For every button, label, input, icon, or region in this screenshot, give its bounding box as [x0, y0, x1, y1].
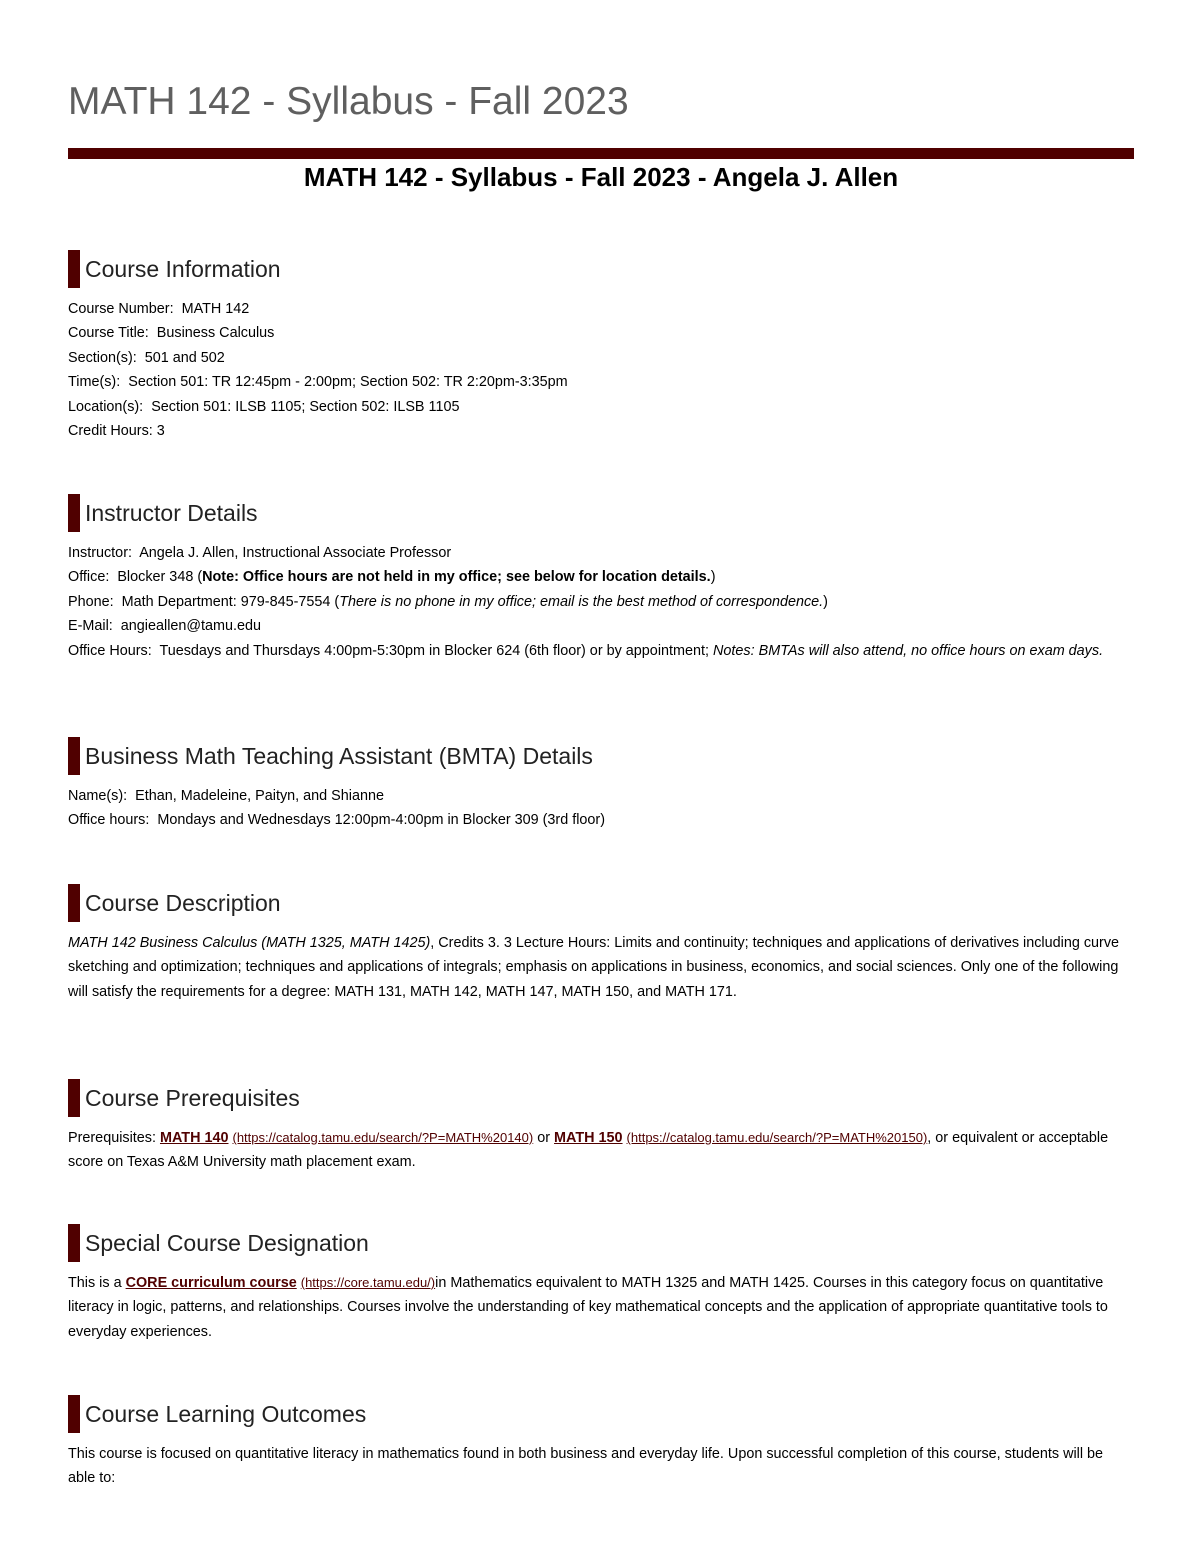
- phone-label: Phone:: [68, 593, 114, 610]
- prerequisites-label: Prerequisites:: [68, 1130, 156, 1146]
- locations-row: [68, 395, 1134, 419]
- times-row: [68, 370, 1134, 394]
- title-rule: [68, 148, 1134, 159]
- email-label: E-Mail:: [68, 618, 113, 635]
- section-heading: Course Prerequisites: [68, 1079, 1134, 1117]
- office-label: Office:: [68, 569, 110, 586]
- office-value: Blocker 348 (: [117, 569, 203, 586]
- credit-hours-label: Credit Hours:: [68, 423, 153, 440]
- office-hours-value: Tuesdays and Thursdays 4:00pm-5:30pm in Blocker 624 (6th floor) or by appointment;: [159, 642, 710, 659]
- section-heading: Business Math Teaching Assistant (BMTA) Details: [68, 737, 1134, 775]
- instructor-label: Instructor:: [68, 545, 132, 561]
- designation-lead: This is a: [68, 1275, 122, 1291]
- section-learning-outcomes: [68, 1395, 1134, 1491]
- math-150-url[interactable]: (https://catalog.tamu.edu/search/?P=MATH%20150): [626, 1130, 928, 1145]
- prerequisites-text: [68, 1126, 1134, 1175]
- phone-value: Math Department: 979-845-7554 (: [121, 593, 340, 610]
- math-140-link[interactable]: MATH 140: [159, 1130, 229, 1146]
- email-row: [68, 614, 1134, 638]
- page-title: MATH 142 - Syllabus - Fall 2023: [68, 80, 629, 123]
- sections-value: 501 and 502: [144, 349, 225, 366]
- credit-hours-value: 3: [156, 423, 165, 440]
- prerequisites-tail: , or equivalent or acceptable score on Texas A&M University math placement exam.: [68, 1130, 1109, 1171]
- or-text: or: [537, 1130, 551, 1146]
- phone-note: There is no phone in my office; email is the best method of correspondence.: [339, 593, 824, 610]
- bmta-hours-value: Mondays and Wednesdays 12:00pm-4:00pm in Blocker 309 (3rd floor): [157, 812, 606, 829]
- bmta-names-label: Name(s):: [68, 788, 128, 804]
- section-heading: Course Learning Outcomes: [68, 1395, 1134, 1433]
- bmta-names-row: [68, 784, 1134, 808]
- office-hours-row: [68, 639, 1134, 663]
- office-hours-note: Notes: BMTAs will also attend, no office hours on exam days.: [713, 642, 1104, 659]
- course-number-value: MATH 142: [181, 301, 250, 317]
- course-catalog-title: MATH 142 Business Calculus (MATH 1325, MATH 1425): [68, 935, 431, 951]
- section-course-prerequisites: [68, 1079, 1134, 1175]
- credit-hours-row: [68, 419, 1134, 443]
- document-heading: MATH 142 - Syllabus - Fall 2023 - Angela J. Allen: [303, 162, 899, 192]
- bmta-list: [68, 784, 1134, 833]
- sections-row: [68, 346, 1134, 370]
- section-course-description: [68, 884, 1134, 1004]
- office-hours-label: Office Hours:: [68, 642, 152, 659]
- phone-close: ): [823, 593, 828, 610]
- times-label: Time(s):: [68, 374, 121, 391]
- course-number-row: [68, 297, 1134, 321]
- office-note: Note: Office hours are not held in my office; see below for location details.: [202, 569, 711, 586]
- learning-outcomes-text: This course is focused on quantitative literacy in mathematics found in both business and everyday life. Upon successful completion of this course, students will be able to:: [68, 1446, 1104, 1487]
- section-instructor-details: [68, 494, 1134, 663]
- bmta-hours-label: Office hours:: [68, 812, 150, 829]
- math-140-url[interactable]: (https://catalog.tamu.edu/search/?P=MATH%20140): [232, 1130, 534, 1145]
- section-heading: Course Description: [68, 884, 1134, 922]
- core-curriculum-link[interactable]: CORE curriculum course: [125, 1275, 297, 1291]
- section-special-designation: [68, 1224, 1134, 1344]
- section-bmta-details: [68, 737, 1134, 833]
- designation-text: [68, 1271, 1134, 1344]
- course-title-row: [68, 321, 1134, 345]
- bmta-hours-row: [68, 808, 1134, 832]
- phone-row: [68, 590, 1134, 614]
- designation-body: in Mathematics equivalent to MATH 1325 and MATH 1425. Courses in this category focus on quantitative literacy in logic, patterns, and relationships. Courses involve the understanding of key mathematical concepts and the application of appropriate quantitative tools to everyday experiences.: [68, 1275, 1108, 1340]
- locations-value: Section 501: ILSB 1105; Section 502: ILSB 1105: [151, 398, 460, 415]
- section-heading: Special Course Designation: [68, 1224, 1134, 1262]
- instructor-value: Angela J. Allen, Instructional Associate Professor: [139, 545, 452, 561]
- math-150-link[interactable]: MATH 150: [554, 1130, 623, 1146]
- course-title-label: Course Title:: [68, 325, 149, 342]
- email-value: angieallen@tamu.edu: [120, 618, 262, 635]
- section-course-information: [68, 250, 1134, 443]
- office-close: ): [710, 569, 716, 586]
- sections-label: Section(s):: [68, 349, 137, 366]
- locations-label: Location(s):: [68, 398, 144, 415]
- times-value: Section 501: TR 12:45pm - 2:00pm; Section 502: TR 2:20pm-3:35pm: [128, 374, 568, 391]
- section-heading: Course Information: [68, 250, 1134, 288]
- course-description-text: [68, 931, 1134, 1004]
- bmta-names-value: Ethan, Madeleine, Paityn, and Shianne: [135, 788, 384, 804]
- instructor-list: [68, 541, 1134, 663]
- office-row: [68, 565, 1134, 589]
- instructor-row: [68, 541, 1134, 565]
- section-heading: Instructor Details: [68, 494, 1134, 532]
- course-number-label: Course Number:: [68, 301, 174, 317]
- core-curriculum-url[interactable]: (https://core.tamu.edu/): [300, 1275, 436, 1290]
- course-title-value: Business Calculus: [156, 325, 275, 342]
- course-info-list: [68, 297, 1134, 443]
- course-description-body: , Credits 3. 3 Lecture Hours: Limits and continuity; techniques and applications of derivatives including curve sketching and optimization; techniques and applications of integrals; emphasis on applications in business, economics, and social sciences. Only one of the following will satisfy the requirements for a degree: MATH 131, MATH 142, MATH 147, MATH 150, and MATH 171.: [68, 935, 1120, 1000]
